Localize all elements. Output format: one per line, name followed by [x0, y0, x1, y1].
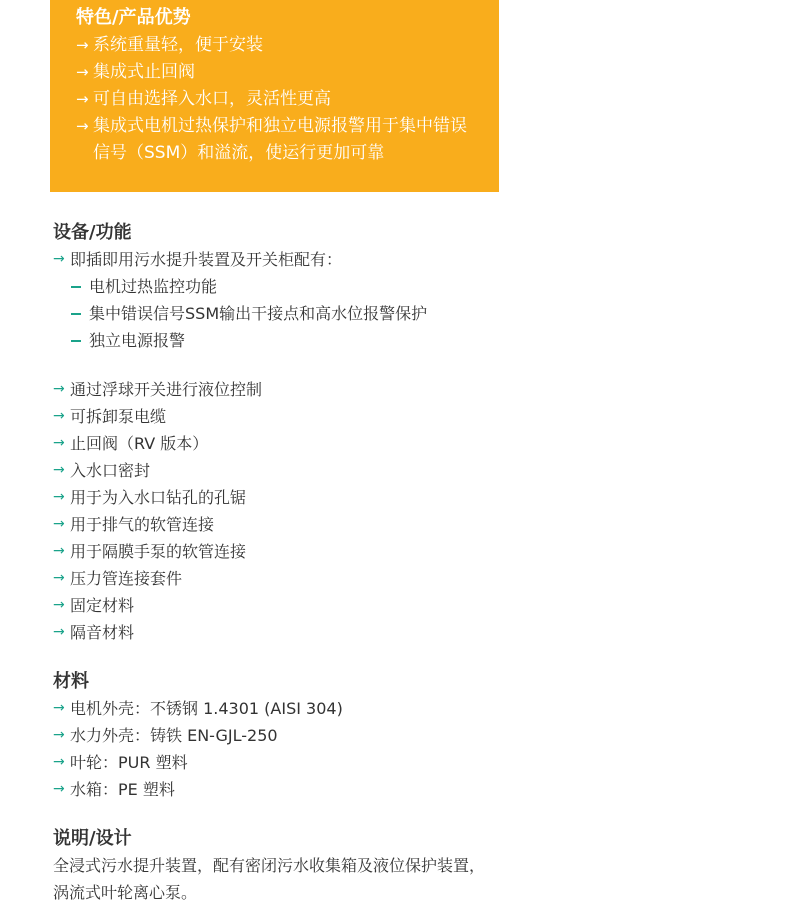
equipment-item: → 止回阀（RV 版本）	[53, 430, 493, 457]
dash-icon	[71, 340, 81, 342]
equipment-subitem: 集中错误信号SSM输出干接点和高水位报警保护	[71, 300, 493, 327]
arrow-right-icon: →	[53, 754, 65, 770]
arrow-right-icon: →	[53, 381, 65, 397]
feature-item: → 集成式止回阀	[76, 59, 479, 86]
equipment-item: → 压力管连接套件	[53, 565, 493, 592]
arrow-right-icon: →	[53, 700, 65, 716]
arrow-right-icon: →	[53, 727, 65, 743]
arrow-right-icon: →	[53, 624, 65, 640]
main-content	[53, 219, 493, 906]
arrow-right-icon: →	[53, 543, 65, 559]
arrow-right-icon: →	[53, 251, 65, 267]
feature-item: → 集成式电机过热保护和独立电源报警用于集中错误信号（SSM）和溢流，使运行更加可靠	[76, 113, 479, 167]
materials-title: 材料	[53, 671, 89, 692]
dash-icon	[71, 313, 81, 315]
arrow-right-icon: →	[76, 90, 89, 108]
arrow-right-icon: →	[76, 117, 89, 135]
equipment-list	[53, 376, 493, 646]
arrow-right-icon: →	[53, 597, 65, 613]
arrow-right-icon: →	[53, 435, 65, 451]
spacer	[53, 803, 493, 825]
equipment-item: → 入水口密封	[53, 457, 493, 484]
features-title: 特色/产品优势	[76, 7, 191, 28]
spacer	[53, 646, 493, 668]
equipment-subitem: 电机过热监控功能	[71, 273, 493, 300]
arrow-right-icon: →	[53, 516, 65, 532]
material-item: → 水箱：PE 塑料	[53, 776, 493, 803]
equipment-sublist	[53, 273, 493, 354]
equipment-intro-list	[53, 246, 493, 273]
features-list	[76, 32, 479, 167]
equipment-item: → 可拆卸泵电缆	[53, 403, 493, 430]
dash-icon	[71, 286, 81, 288]
material-item: → 电机外壳：不锈钢 1.4301 (AISI 304)	[53, 695, 493, 722]
features-box	[50, 0, 499, 192]
equipment-item: → 用于隔膜手泵的软管连接	[53, 538, 493, 565]
arrow-right-icon: →	[76, 36, 89, 54]
equipment-intro: → 即插即用污水提升装置及开关柜配有：	[53, 246, 493, 273]
materials-list	[53, 695, 493, 803]
arrow-right-icon: →	[76, 63, 89, 81]
feature-item: → 可自由选择入水口，灵活性更高	[76, 86, 479, 113]
feature-item: → 系统重量轻，便于安装	[76, 32, 479, 59]
equipment-subitem: 独立电源报警	[71, 327, 493, 354]
equipment-item: → 用于为入水口钻孔的孔锯	[53, 484, 493, 511]
arrow-right-icon: →	[53, 489, 65, 505]
spacer	[53, 354, 493, 376]
equipment-item: → 用于排气的软管连接	[53, 511, 493, 538]
material-item: → 叶轮：PUR 塑料	[53, 749, 493, 776]
arrow-right-icon: →	[53, 781, 65, 797]
equipment-item: → 固定材料	[53, 592, 493, 619]
arrow-right-icon: →	[53, 570, 65, 586]
equipment-item: → 通过浮球开关进行液位控制	[53, 376, 493, 403]
arrow-right-icon: →	[53, 462, 65, 478]
material-item: → 水力外壳：铸铁 EN-GJL-250	[53, 722, 493, 749]
arrow-right-icon: →	[53, 408, 65, 424]
description-title: 说明/设计	[53, 828, 132, 849]
equipment-item: → 隔音材料	[53, 619, 493, 646]
equipment-title: 设备/功能	[53, 222, 132, 243]
description-text: 全浸式污水提升装置，配有密闭污水收集箱及液位保护装置，涡流式叶轮离心泵。	[53, 856, 486, 902]
